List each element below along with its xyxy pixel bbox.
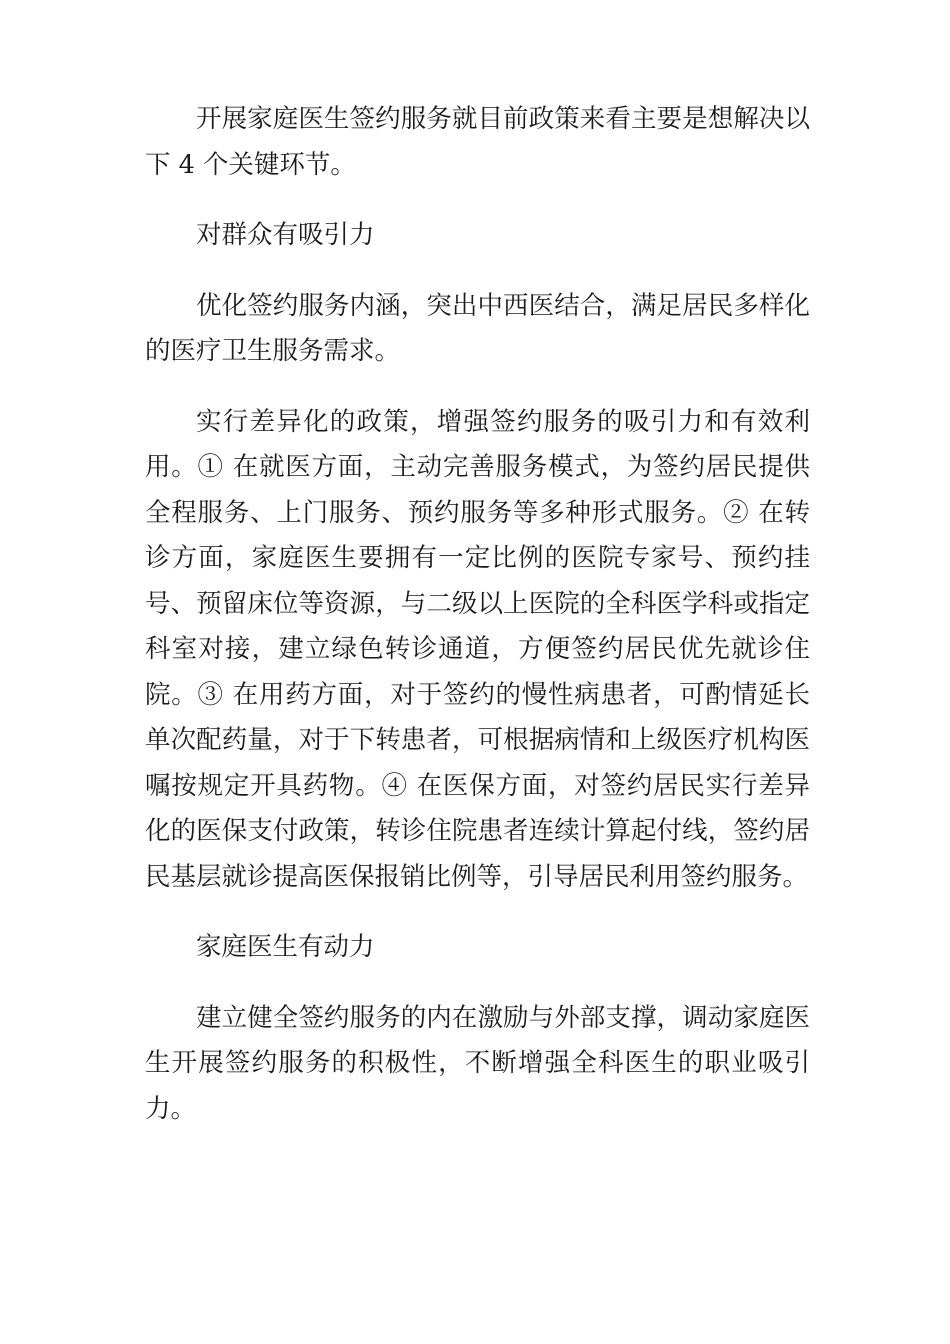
document-body — [145, 97, 810, 1157]
incentive-paragraph: 建立健全签约服务的内在激励与外部支撑，调动家庭医生开展签约服务的积极性，不断增强全科医生的职业吸引力。 — [145, 1002, 810, 1124]
service-content-paragraph: 优化签约服务内涵，突出中西医结合，满足居民多样化的医疗卫生服务需求。 — [145, 290, 810, 366]
section-heading-motivation: 家庭医生有动力 — [196, 932, 375, 962]
differentiated-policy-paragraph: 实行差异化的政策，增强签约服务的吸引力和有效利用。① 在就医方面，主动完善服务模式，为签约居民提供全程服务、上门服务、预约服务等多种形式服务。② 在转诊方面，家庭医生要拥有一定比例的医院专家号、预约挂号、预留床位等资源，与二级以上医院的全科医学科或指定科室对接，建立绿色转诊通道，方便签约居民优先就诊住院。③ 在用药方面，对于签约的慢性病患者，可酌情延长单次配药量，对于下转患者，可根据病情和上级医疗机构医嘱按规定开具药物。④ 在医保方面，对签约居民实行差异化的医保支付政策，转诊住院患者连续计算起付线，签约居民基层就诊提高医保报销比例等，引导居民利用签约服务。 — [145, 406, 810, 892]
section-heading-attractiveness: 对群众有吸引力 — [196, 220, 375, 250]
intro-paragraph: 开展家庭医生签约服务就目前政策来看主要是想解决以下 4 个关键环节。 — [145, 104, 810, 180]
